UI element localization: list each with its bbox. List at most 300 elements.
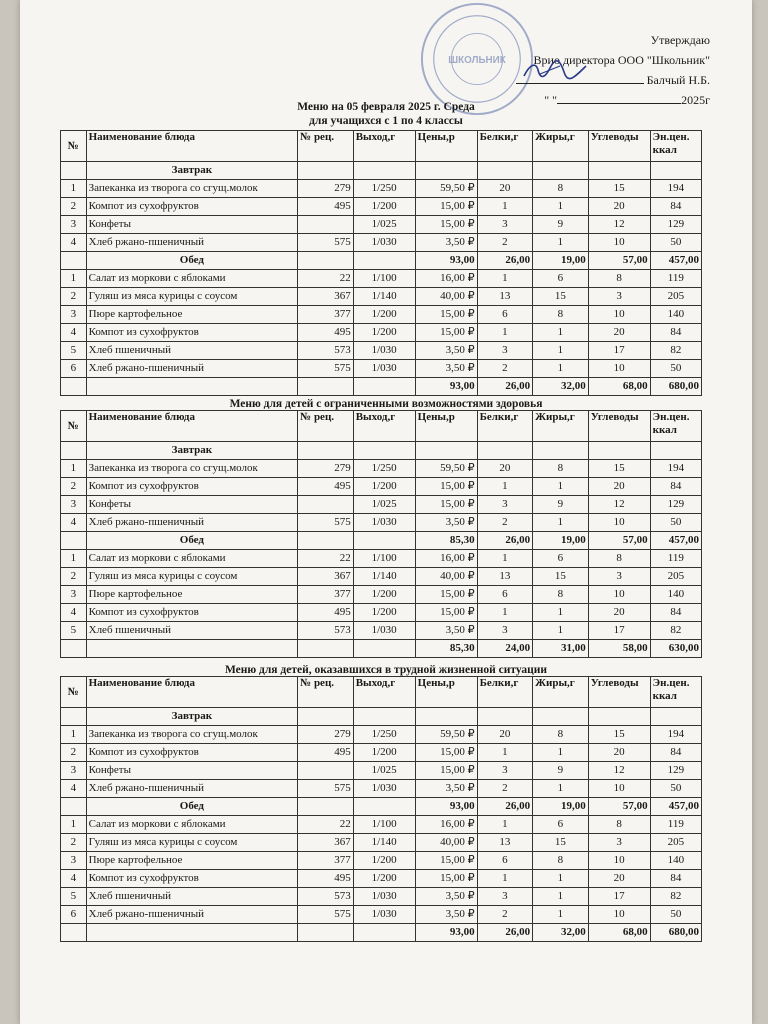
table-cell: Хлеб ржано-пшеничный	[86, 780, 298, 798]
total-cell: 32,00	[533, 924, 589, 942]
table-cell: Салат из моркови с яблоками	[86, 550, 298, 568]
table-cell: 20	[588, 744, 650, 762]
summary-cell	[415, 162, 477, 180]
table-cell: 205	[650, 288, 701, 306]
table-cell	[298, 216, 354, 234]
table-cell: 1	[533, 906, 589, 924]
table-cell: 1/200	[353, 744, 415, 762]
summary-cell	[415, 708, 477, 726]
total-cell: 93,00	[415, 378, 477, 396]
table-cell: 3	[61, 762, 87, 780]
table-cell: 3,50 ₽	[415, 234, 477, 252]
table-header-row	[61, 131, 702, 162]
column-header: Наименование блюда	[86, 131, 298, 162]
summary-cell: 26,00	[477, 252, 533, 270]
director-name: Балчый Н.Б.	[646, 73, 710, 87]
table-cell: 1	[533, 780, 589, 798]
table-row	[61, 496, 702, 514]
table-cell	[298, 496, 354, 514]
table-cell: 1/030	[353, 234, 415, 252]
table-cell: 194	[650, 726, 701, 744]
table-cell: 15,00 ₽	[415, 870, 477, 888]
summary-cell: 57,00	[588, 798, 650, 816]
summary-cell: 19,00	[533, 798, 589, 816]
total-cell: 680,00	[650, 378, 701, 396]
empty-cell	[86, 378, 298, 396]
table-cell: Гуляш из мяса курицы с соусом	[86, 834, 298, 852]
table-cell: 1/100	[353, 816, 415, 834]
table-row	[61, 514, 702, 532]
table-cell: 5	[61, 342, 87, 360]
empty-cell	[61, 708, 87, 726]
table-cell: 194	[650, 180, 701, 198]
table-cell: 10	[588, 586, 650, 604]
column-header: Углеводы	[588, 677, 650, 708]
table-cell: 2	[61, 744, 87, 762]
empty-cell	[298, 924, 354, 942]
summary-cell: 26,00	[477, 532, 533, 550]
table-row	[61, 460, 702, 478]
column-header: Цены,р	[415, 131, 477, 162]
table-cell: 1	[477, 870, 533, 888]
table-cell: 1	[533, 478, 589, 496]
column-header: № рец.	[298, 131, 354, 162]
column-header: Углеводы	[588, 411, 650, 442]
table-cell: 20	[588, 870, 650, 888]
table-cell: 1	[533, 198, 589, 216]
table-cell: 82	[650, 342, 701, 360]
table-cell: 1	[61, 726, 87, 744]
table-row	[61, 360, 702, 378]
table-cell	[298, 762, 354, 780]
total-row	[61, 640, 702, 658]
empty-cell	[298, 378, 354, 396]
table-cell: 12	[588, 496, 650, 514]
table-cell: 16,00 ₽	[415, 270, 477, 288]
table-cell: 84	[650, 870, 701, 888]
table-cell: 3	[61, 852, 87, 870]
table-cell: Компот из сухофруктов	[86, 478, 298, 496]
column-header: Жиры,г	[533, 411, 589, 442]
summary-cell	[477, 708, 533, 726]
table-row	[61, 198, 702, 216]
table-header-row	[61, 677, 702, 708]
table-cell: 377	[298, 306, 354, 324]
table-cell: Компот из сухофруктов	[86, 870, 298, 888]
table-cell: 40,00 ₽	[415, 834, 477, 852]
table-cell: 1/025	[353, 762, 415, 780]
table-cell: 140	[650, 306, 701, 324]
table-cell: 15,00 ₽	[415, 744, 477, 762]
table-cell: 3	[477, 496, 533, 514]
table-cell: Хлеб пшеничный	[86, 888, 298, 906]
column-header: №	[61, 411, 87, 442]
table-cell: 50	[650, 906, 701, 924]
total-cell: 85,30	[415, 640, 477, 658]
summary-cell	[650, 162, 701, 180]
table-cell: 3,50 ₽	[415, 342, 477, 360]
table-cell: 1/200	[353, 586, 415, 604]
table-cell: 50	[650, 780, 701, 798]
table-cell: 50	[650, 234, 701, 252]
total-cell: 93,00	[415, 924, 477, 942]
table-cell: 495	[298, 324, 354, 342]
empty-cell	[353, 798, 415, 816]
summary-cell: 26,00	[477, 798, 533, 816]
column-header: Наименование блюда	[86, 677, 298, 708]
table-cell: 9	[533, 216, 589, 234]
table-cell: 8	[588, 816, 650, 834]
table-cell: 8	[588, 550, 650, 568]
table-cell: 5	[61, 888, 87, 906]
table-cell: 367	[298, 568, 354, 586]
empty-cell	[61, 378, 87, 396]
table-cell: Хлеб пшеничный	[86, 342, 298, 360]
summary-cell	[477, 162, 533, 180]
meal-label: Завтрак	[86, 708, 298, 726]
table-cell: 59,50 ₽	[415, 726, 477, 744]
summary-cell	[533, 442, 589, 460]
table-cell: 15,00 ₽	[415, 216, 477, 234]
table-cell: 2	[477, 780, 533, 798]
table-cell: Хлеб ржано-пшеничный	[86, 234, 298, 252]
table-cell: 15,00 ₽	[415, 762, 477, 780]
table-cell: 13	[477, 834, 533, 852]
table-row	[61, 568, 702, 586]
table-cell: 15	[588, 460, 650, 478]
table-cell: 17	[588, 622, 650, 640]
table-cell: 20	[588, 324, 650, 342]
column-header: №	[61, 131, 87, 162]
table-cell: Компот из сухофруктов	[86, 324, 298, 342]
empty-cell	[61, 442, 87, 460]
table-row	[61, 306, 702, 324]
table-cell: 1	[477, 270, 533, 288]
table-cell: 119	[650, 270, 701, 288]
total-cell: 32,00	[533, 378, 589, 396]
empty-cell	[61, 924, 87, 942]
table-cell: 1	[533, 324, 589, 342]
table-cell: 140	[650, 586, 701, 604]
table-cell: 4	[61, 780, 87, 798]
table-cell: 10	[588, 906, 650, 924]
summary-cell: 57,00	[588, 532, 650, 550]
table-cell: 84	[650, 198, 701, 216]
table-cell: 15,00 ₽	[415, 604, 477, 622]
table-cell: 12	[588, 762, 650, 780]
table-cell: 4	[61, 514, 87, 532]
table-cell: 1/100	[353, 270, 415, 288]
table-cell: 3	[477, 342, 533, 360]
meal-label: Обед	[86, 798, 298, 816]
table-cell: 15,00 ₽	[415, 496, 477, 514]
table-cell: 3	[61, 586, 87, 604]
table-cell: 1	[477, 324, 533, 342]
empty-cell	[298, 162, 354, 180]
total-cell: 680,00	[650, 924, 701, 942]
table-cell: 6	[533, 816, 589, 834]
table-cell: 2	[61, 568, 87, 586]
table-cell: 279	[298, 726, 354, 744]
table-cell: 1	[533, 342, 589, 360]
meal-section-row	[61, 798, 702, 816]
table-cell: 20	[477, 460, 533, 478]
table-cell: 1/200	[353, 604, 415, 622]
table-cell: 1	[61, 550, 87, 568]
table-cell: 1/030	[353, 888, 415, 906]
table-row	[61, 870, 702, 888]
table-row	[61, 888, 702, 906]
table-cell: 13	[477, 288, 533, 306]
table-cell: 1/025	[353, 496, 415, 514]
table-cell: 2	[61, 834, 87, 852]
table-header-row	[61, 411, 702, 442]
column-header: Эн.цен. ккал	[650, 411, 701, 442]
table-cell: 16,00 ₽	[415, 550, 477, 568]
column-header: Жиры,г	[533, 677, 589, 708]
table-cell: Компот из сухофруктов	[86, 744, 298, 762]
summary-cell: 457,00	[650, 252, 701, 270]
table-cell: 1/200	[353, 870, 415, 888]
table-cell: 495	[298, 744, 354, 762]
table-cell: 575	[298, 360, 354, 378]
total-cell: 24,00	[477, 640, 533, 658]
menu-subtitle: для учащихся с 1 по 4 классы	[309, 115, 463, 127]
table-cell: 59,50 ₽	[415, 460, 477, 478]
table-cell: 50	[650, 514, 701, 532]
table-cell: 1/030	[353, 780, 415, 798]
table-cell: Компот из сухофруктов	[86, 198, 298, 216]
summary-cell: 457,00	[650, 798, 701, 816]
table-cell: 2	[61, 288, 87, 306]
empty-cell	[353, 162, 415, 180]
table-cell: 9	[533, 762, 589, 780]
table-cell: 12	[588, 216, 650, 234]
table-cell: 1/200	[353, 478, 415, 496]
table-row	[61, 622, 702, 640]
table-cell: 16,00 ₽	[415, 816, 477, 834]
table-cell: 1	[533, 888, 589, 906]
table-cell: 377	[298, 586, 354, 604]
summary-cell: 19,00	[533, 532, 589, 550]
table-cell: Салат из моркови с яблоками	[86, 816, 298, 834]
table-cell: 22	[298, 816, 354, 834]
table-cell: 1/140	[353, 568, 415, 586]
table-row	[61, 342, 702, 360]
table-cell: 15,00 ₽	[415, 586, 477, 604]
table-cell: 3,50 ₽	[415, 514, 477, 532]
table-cell: 8	[533, 852, 589, 870]
table-cell: 1	[477, 198, 533, 216]
table-cell: 10	[588, 234, 650, 252]
table-cell: 3	[61, 216, 87, 234]
table-cell: 575	[298, 514, 354, 532]
table-cell: 1/250	[353, 460, 415, 478]
table-cell: Салат из моркови с яблоками	[86, 270, 298, 288]
empty-cell	[61, 640, 87, 658]
summary-cell: 93,00	[415, 798, 477, 816]
column-header: Выход,г	[353, 411, 415, 442]
table-cell: 82	[650, 622, 701, 640]
table-cell: 15	[533, 834, 589, 852]
table-cell: 194	[650, 460, 701, 478]
table-cell: 15	[588, 180, 650, 198]
empty-cell	[353, 640, 415, 658]
table-cell: Хлеб ржано-пшеничный	[86, 360, 298, 378]
column-header: № рец.	[298, 411, 354, 442]
table-cell: 573	[298, 888, 354, 906]
summary-cell	[650, 442, 701, 460]
table-cell: 1/250	[353, 726, 415, 744]
column-header: Цены,р	[415, 411, 477, 442]
table-cell: 8	[533, 306, 589, 324]
table-cell: 10	[588, 306, 650, 324]
table-cell: 3	[588, 568, 650, 586]
column-header: Углеводы	[588, 131, 650, 162]
summary-cell	[650, 708, 701, 726]
empty-cell	[61, 252, 87, 270]
table-cell: 15,00 ₽	[415, 852, 477, 870]
table-cell: 1/030	[353, 622, 415, 640]
column-header: Выход,г	[353, 677, 415, 708]
table-cell: 1/200	[353, 852, 415, 870]
table-cell: 1	[533, 234, 589, 252]
table-cell: 3,50 ₽	[415, 622, 477, 640]
table-cell: 6	[477, 306, 533, 324]
total-cell: 26,00	[477, 378, 533, 396]
table-cell: 1/140	[353, 288, 415, 306]
table-row	[61, 726, 702, 744]
table-cell: 1	[477, 604, 533, 622]
summary-cell	[588, 162, 650, 180]
table-cell: 3,50 ₽	[415, 780, 477, 798]
approval-title: Утверждаю	[650, 33, 710, 47]
table-cell: 279	[298, 460, 354, 478]
table-cell: 3	[588, 834, 650, 852]
approval-position: Врио директора ООО "Школьник"	[533, 53, 710, 67]
meal-label: Обед	[86, 532, 298, 550]
table-cell: 3,50 ₽	[415, 888, 477, 906]
table-row	[61, 604, 702, 622]
table-cell: 1	[533, 360, 589, 378]
table-cell: 6	[477, 586, 533, 604]
table-cell: Пюре картофельное	[86, 306, 298, 324]
date-prefix: " "	[544, 93, 558, 107]
table-cell: 22	[298, 270, 354, 288]
table-row	[61, 478, 702, 496]
table-cell: 1	[533, 744, 589, 762]
table-cell: 495	[298, 604, 354, 622]
table-cell: 1	[533, 514, 589, 532]
table-row	[61, 906, 702, 924]
empty-cell	[353, 252, 415, 270]
table-cell: 10	[588, 780, 650, 798]
empty-cell	[86, 924, 298, 942]
empty-cell	[353, 442, 415, 460]
table-cell: 119	[650, 816, 701, 834]
table-cell: 367	[298, 834, 354, 852]
table-cell: 9	[533, 496, 589, 514]
table-cell: 377	[298, 852, 354, 870]
summary-cell	[533, 708, 589, 726]
table-cell: 6	[61, 360, 87, 378]
table-cell: 3,50 ₽	[415, 360, 477, 378]
table-cell: 3,50 ₽	[415, 906, 477, 924]
summary-cell: 457,00	[650, 532, 701, 550]
column-header: Цены,р	[415, 677, 477, 708]
table-cell: 84	[650, 744, 701, 762]
table-cell: 1	[533, 604, 589, 622]
table-cell: 205	[650, 834, 701, 852]
column-header: №	[61, 677, 87, 708]
empty-cell	[298, 442, 354, 460]
empty-cell	[298, 640, 354, 658]
table-cell: Запеканка из творога со сгущ.молок	[86, 180, 298, 198]
summary-cell	[533, 162, 589, 180]
total-row	[61, 924, 702, 942]
table-cell: 15	[588, 726, 650, 744]
table-cell: Запеканка из творога со сгущ.молок	[86, 460, 298, 478]
empty-cell	[86, 640, 298, 658]
table-cell: 1/100	[353, 550, 415, 568]
table-cell: 8	[533, 180, 589, 198]
summary-cell	[588, 442, 650, 460]
table-row	[61, 586, 702, 604]
table-cell: Конфеты	[86, 762, 298, 780]
table-cell: 575	[298, 906, 354, 924]
table-row	[61, 324, 702, 342]
table-cell: 495	[298, 478, 354, 496]
summary-cell	[415, 442, 477, 460]
section-heading: Меню для детей, оказавшихся в трудной жизненной ситуации	[224, 664, 548, 676]
table-cell: 6	[533, 270, 589, 288]
table-cell: 6	[61, 906, 87, 924]
table-cell: 17	[588, 342, 650, 360]
document-page	[20, 0, 752, 1024]
table-cell: 1/200	[353, 306, 415, 324]
table-cell: 573	[298, 622, 354, 640]
table-row	[61, 180, 702, 198]
table-cell: 4	[61, 604, 87, 622]
empty-cell	[298, 798, 354, 816]
menu-table	[60, 676, 702, 942]
table-cell: 13	[477, 568, 533, 586]
table-cell: 59,50 ₽	[415, 180, 477, 198]
table-cell: 3	[61, 306, 87, 324]
table-row	[61, 550, 702, 568]
table-cell: 3	[61, 496, 87, 514]
table-row	[61, 744, 702, 762]
table-cell: 1/140	[353, 834, 415, 852]
date-suffix: 2025г	[681, 93, 710, 107]
stamp-text: ШКОЛЬНИК	[448, 54, 506, 66]
table-cell: 1	[61, 270, 87, 288]
empty-cell	[298, 532, 354, 550]
summary-cell	[477, 442, 533, 460]
table-cell: Конфеты	[86, 216, 298, 234]
meal-section-row	[61, 442, 702, 460]
total-cell: 68,00	[588, 378, 650, 396]
table-cell: 129	[650, 496, 701, 514]
table-cell: 84	[650, 478, 701, 496]
table-cell: 40,00 ₽	[415, 568, 477, 586]
table-cell: Компот из сухофруктов	[86, 604, 298, 622]
table-cell: 3	[477, 622, 533, 640]
meal-section-row	[61, 532, 702, 550]
table-cell: Конфеты	[86, 496, 298, 514]
table-cell: 40,00 ₽	[415, 288, 477, 306]
table-cell: 1/030	[353, 906, 415, 924]
